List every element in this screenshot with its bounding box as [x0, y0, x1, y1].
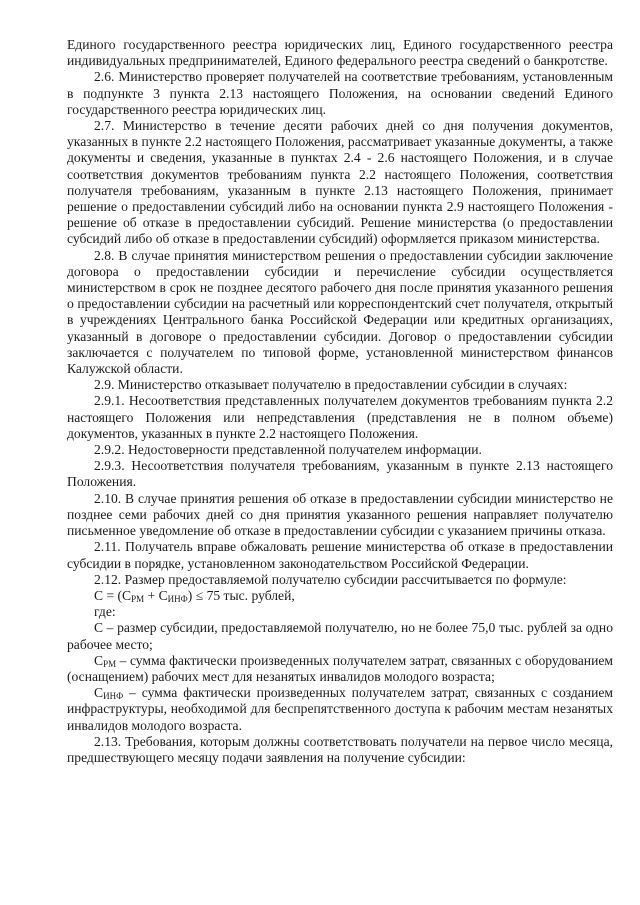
document-page [67, 37, 613, 766]
subsidy-formula [67, 588, 613, 604]
paragraph-2-11: 2.11. Получатель вправе обжаловать решение министерства об отказе в предоставлении субсидии в порядке, установленном законодательством Российской Федерации. [67, 539, 613, 571]
paragraph-2-13: 2.13. Требования, которым должны соответствовать получатели на первое число месяца, предшествующего месяцу подачи заявления на получение субсидии: [67, 733, 613, 765]
paragraph-2-9-3: 2.9.3. Несоответствия получателя требованиям, указанным в пункте 2.13 настоящего Положения. [67, 458, 613, 490]
paragraph-where: где: [94, 604, 116, 620]
symbol-c-rm: С [94, 652, 104, 668]
definition-c-rm [67, 653, 613, 685]
definition-c-rm-text: – сумма фактически произведенных получателем затрат, связанных с оборудованием (оснащением) рабочих мест для незанятых инвалидов молодого возраста; [67, 652, 613, 684]
formula-lhs: С = (С [94, 587, 132, 603]
symbol-c-rm-sub: РМ [103, 658, 117, 669]
symbol-c-inf-sub: ИНФ [103, 691, 124, 702]
paragraph-2-10: 2.10. В случае принятия решения об отказе в предоставлении субсидии министерство не позднее семи рабочих дней со дня принятия указанного решения направляет получателю письменное уведомление об отказе в предоставлении субсидии с указанием причины отказа. [67, 490, 613, 539]
symbol-c-inf: С [94, 685, 104, 701]
paragraph-2-9: 2.9. Министерство отказывает получателю в предоставлении субсидии в случаях: [94, 377, 568, 393]
paragraph-2-9-1: 2.9.1. Несоответствия представленных получателем документов требованиям пункта 2.2 настоящего Положения или непредставления (представления не в полном объеме) документов, указанных в пункте 2.2 настоящего Положения. [67, 393, 613, 441]
definition-c: С – размер субсидии, предоставляемой получателю, но не более 75,0 тыс. рублей за одно рабочее место; [67, 620, 613, 652]
definition-c-inf [67, 685, 613, 734]
paragraph-2-8: 2.8. В случае принятия министерством решения о предоставлении субсидии заключение договора о предоставлении субсидии и перечисление субсидии осуществляется министерством в срок не позднее десятого рабочего дня после принятия указанного решения о предоставлении субсидии на расчетный или корреспондентский счет получателя, открытый в учреждениях Центрального банка Российской Федерации или кредитных организациях, указанный в договоре о предоставлении субсидии. Договор о предоставлении субсидии заключается с получателем по типовой форме, установленной министерством финансов Калужской области. [67, 247, 613, 377]
paragraph-2-6: 2.6. Министерство проверяет получателей на соответствие требованиям, установленным в подпункте 3 пункта 2.13 настоящего Положения, на основании сведений Единого государственного реестра юридических лиц. [67, 69, 613, 117]
formula-sub-rm: РМ [131, 593, 145, 604]
paragraph-2-7: 2.7. Министерство в течение десяти рабочих дней со дня получения документов, указанных в пункте 2.2 настоящего Положения, рассматривает указанные документы, а также документы и сведения, указанные в пунктах 2.4 - 2.6 настоящего Положения, и в случае соответствия документов требованиям пункта 2.2 настоящего Положения, соответствия получателя требованиям, указанным в пункте 2.13 настоящего Положения, принимает решение о предоставлении субсидий либо на основании пункта 2.9 настоящего Положения - решение об отказе в предоставлении субсидий. Решение министерства (о предоставлении субсидий либо об отказе в предоставлении субсидий) оформляется приказом министерства. [67, 118, 613, 247]
formula-sub-inf: ИНФ [167, 593, 188, 604]
formula-rhs: ) ≤ 75 тыс. рублей, [187, 587, 295, 603]
paragraph-registry-continuation: Единого государственного реестра юридических лиц, Единого государственного реестра индивидуальных предпринимателей, Единого федерального реестра сведений о банкротстве. [67, 37, 613, 69]
formula-plus: + С [144, 587, 168, 603]
paragraph-2-9-2: 2.9.2. Недостоверности представленной получателем информации. [94, 442, 482, 458]
paragraph-2-12: 2.12. Размер предоставляемой получателю субсидии рассчитывается по формуле: [94, 571, 567, 587]
definition-c-inf-text: – сумма фактически произведенных получателем затрат, связанных с созданием инфраструктуры, необходимой для беспрепятственного доступа к рабочим местам незанятых инвалидов молодого возраста. [67, 685, 613, 733]
